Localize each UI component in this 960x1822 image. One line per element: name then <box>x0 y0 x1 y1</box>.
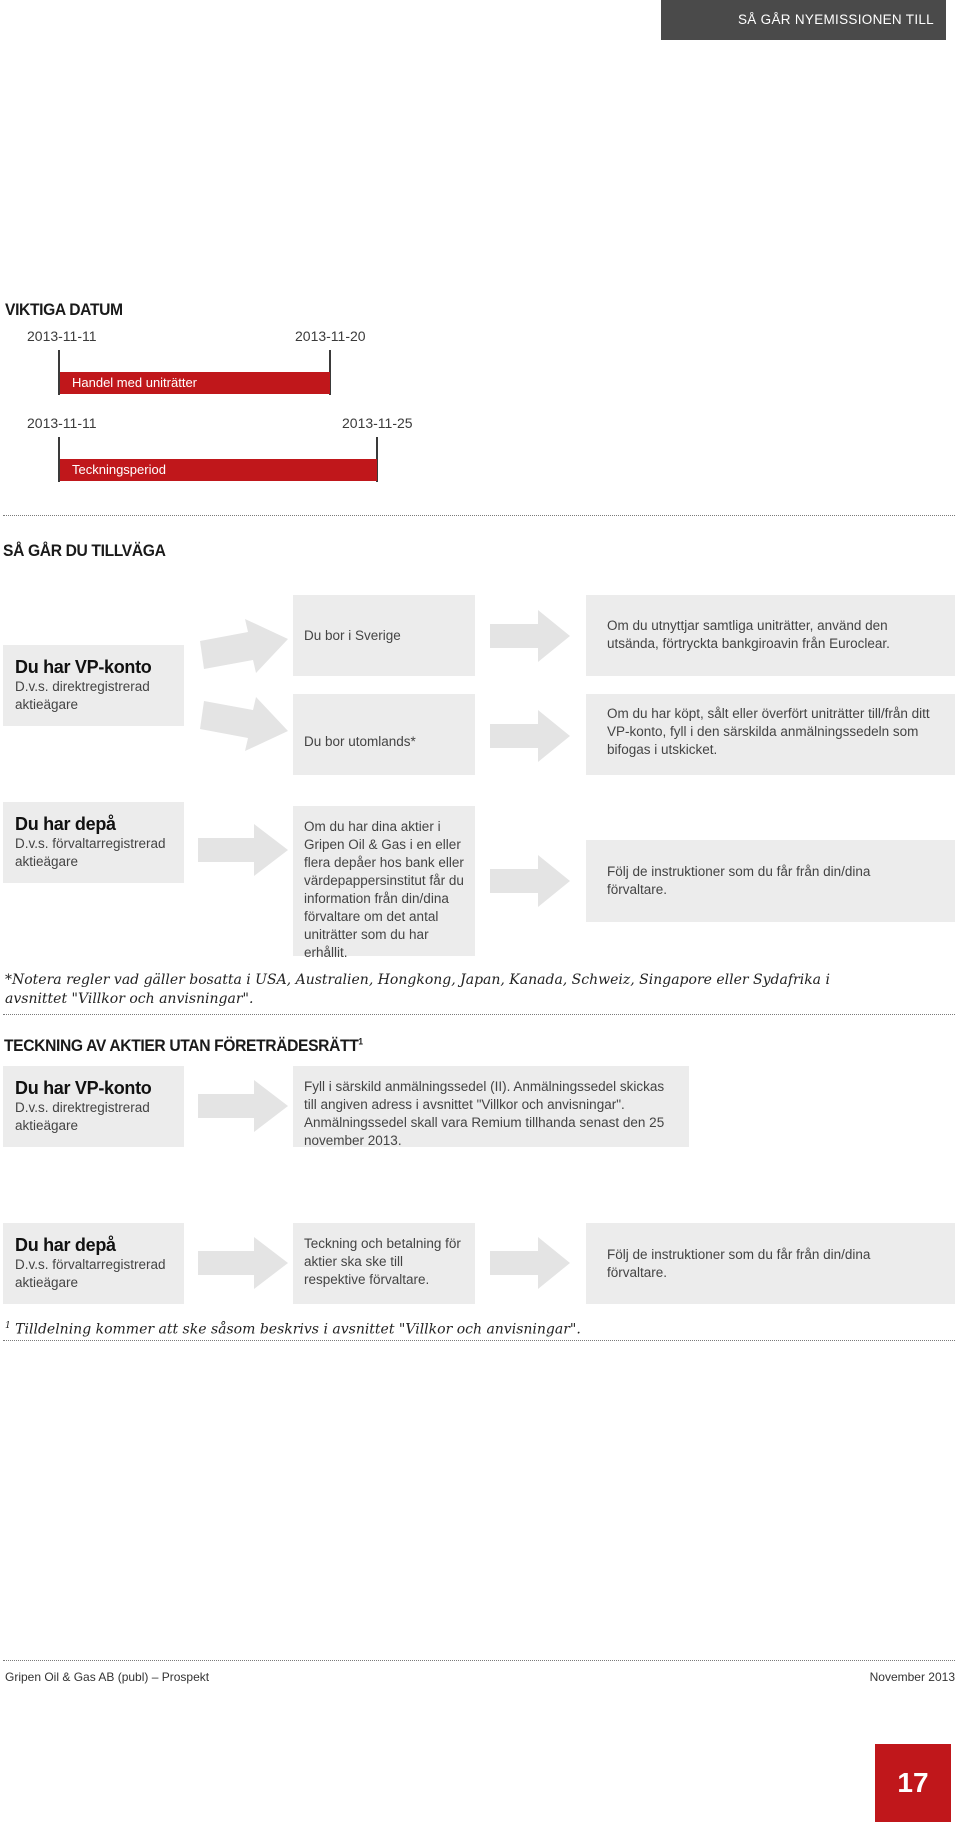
custody-account-sub: D.v.s. förvaltarregistrerad aktieägare <box>15 836 166 869</box>
arrow-right-icon <box>490 708 572 764</box>
subscription-start-date: 2013-11-11 <box>27 415 97 431</box>
howto-title: SÅ GÅR DU TILLVÄGA <box>3 541 166 560</box>
abroad-action-text: Om du har köpt, sålt eller överfört uniträtter till/från ditt VP-konto, fyll i den särskilda anmälningssedeln som bifogas i utskicket. <box>607 706 930 757</box>
page-number: 17 <box>875 1744 951 1822</box>
arrow-right-icon <box>198 822 290 878</box>
vp-account-heading: Du har VP-konto <box>15 657 152 677</box>
footer-date: November 2013 <box>869 1670 955 1684</box>
custody-info-box <box>293 806 475 960</box>
wr-custody-action-box <box>586 1223 955 1304</box>
wr-vp-account-sub: D.v.s. direktregistrerad aktieägare <box>15 1100 150 1133</box>
lives-abroad-box <box>293 694 475 775</box>
vp-account-box <box>3 645 184 726</box>
without-rights-title-text: TECKNING AV AKTIER UTAN FÖRETRÄDESRÄTT <box>4 1036 359 1055</box>
arrow-down-right-icon <box>198 695 290 753</box>
footnote-text: Tilldelning kommer att ske såsom beskrivs i avsnittet "Villkor och anvisningar". <box>10 1321 581 1338</box>
trading-start-date: 2013-11-11 <box>27 328 97 344</box>
wr-custody-account-sub: D.v.s. förvaltarregistrerad aktieägare <box>15 1257 166 1290</box>
divider <box>3 1014 955 1015</box>
custody-account-heading: Du har depå <box>15 814 116 834</box>
residency-note: *Notera regler vad gäller bosatta i USA, Australien, Hongkong, Japan, Kanada, Schweiz, Singapore eller Sydafrika i avsnittet "Villkor och anvisningar". <box>5 972 830 1007</box>
arrow-right-icon <box>490 1235 572 1291</box>
wr-vp-action-box <box>293 1066 689 1147</box>
trading-period-bar: Handel med uniträtter <box>60 372 330 394</box>
custody-action-text: Följ de instruktioner som du får från din/dina förvaltare. <box>607 864 871 897</box>
arrow-up-right-icon <box>198 617 290 675</box>
wr-vp-account-box <box>3 1066 184 1147</box>
custody-account-box <box>3 802 184 883</box>
arrow-right-icon <box>198 1078 290 1134</box>
sweden-action-text: Om du utnyttjar samtliga uniträtter, använd den utsända, förtryckta bankgiroavin från Euroclear. <box>607 618 890 651</box>
footer-divider <box>3 1660 955 1661</box>
section-header-tab <box>661 0 946 40</box>
wr-custody-info-text: Teckning och betalning för aktier ska ske till respektive förvaltare. <box>304 1236 461 1287</box>
wr-vp-action-text: Fyll i särskild anmälningssedel (II). Anmälningssedel skickas till angiven adress i avsnittet "Villkor och anvisningar". Anmälningssedel skall vara Remium tillhanda senast den 25 november 2013. <box>304 1079 665 1148</box>
abroad-action-box <box>586 694 955 775</box>
wr-custody-info-box <box>293 1223 475 1304</box>
subscription-period-bar: Teckningsperiod <box>60 459 377 481</box>
custody-info-text: Om du har dina aktier i Gripen Oil & Gas i en eller flera depåer hos bank eller värdepappersinstitut får du information från din/dina förvaltare om det antal uniträtter som du har erhållit. <box>304 819 464 960</box>
section-header-label: SÅ GÅR NYEMISSIONEN TILL <box>737 12 934 27</box>
wr-custody-account-heading: Du har depå <box>15 1235 116 1255</box>
arrow-right-icon <box>490 853 572 909</box>
trading-end-date: 2013-11-20 <box>295 328 366 344</box>
custody-action-box <box>586 840 955 922</box>
footnote-marker: 1 <box>5 1321 11 1331</box>
without-rights-title <box>4 1036 363 1056</box>
divider <box>3 515 955 516</box>
subscription-end-date: 2013-11-25 <box>342 415 413 431</box>
wr-custody-account-box <box>3 1223 184 1304</box>
vp-account-sub: D.v.s. direktregistrerad aktieägare <box>15 679 150 712</box>
wr-custody-action-text: Följ de instruktioner som du får från din/dina förvaltare. <box>607 1246 871 1280</box>
wr-vp-account-heading: Du har VP-konto <box>15 1078 152 1098</box>
arrow-right-icon <box>490 608 572 664</box>
important-dates-title: VIKTIGA DATUM <box>5 300 123 319</box>
allocation-footnote <box>5 1317 905 1340</box>
arrow-right-icon <box>198 1235 290 1291</box>
lives-in-sweden-label: Du bor i Sverige <box>304 627 401 643</box>
lives-abroad-label: Du bor utomlands* <box>304 733 416 749</box>
without-rights-title-sup: 1 <box>358 1036 363 1047</box>
divider <box>3 1340 955 1341</box>
footer-company: Gripen Oil & Gas AB (publ) – Prospekt <box>5 1670 210 1684</box>
sweden-action-box <box>586 595 955 676</box>
lives-in-sweden-box <box>293 595 475 676</box>
